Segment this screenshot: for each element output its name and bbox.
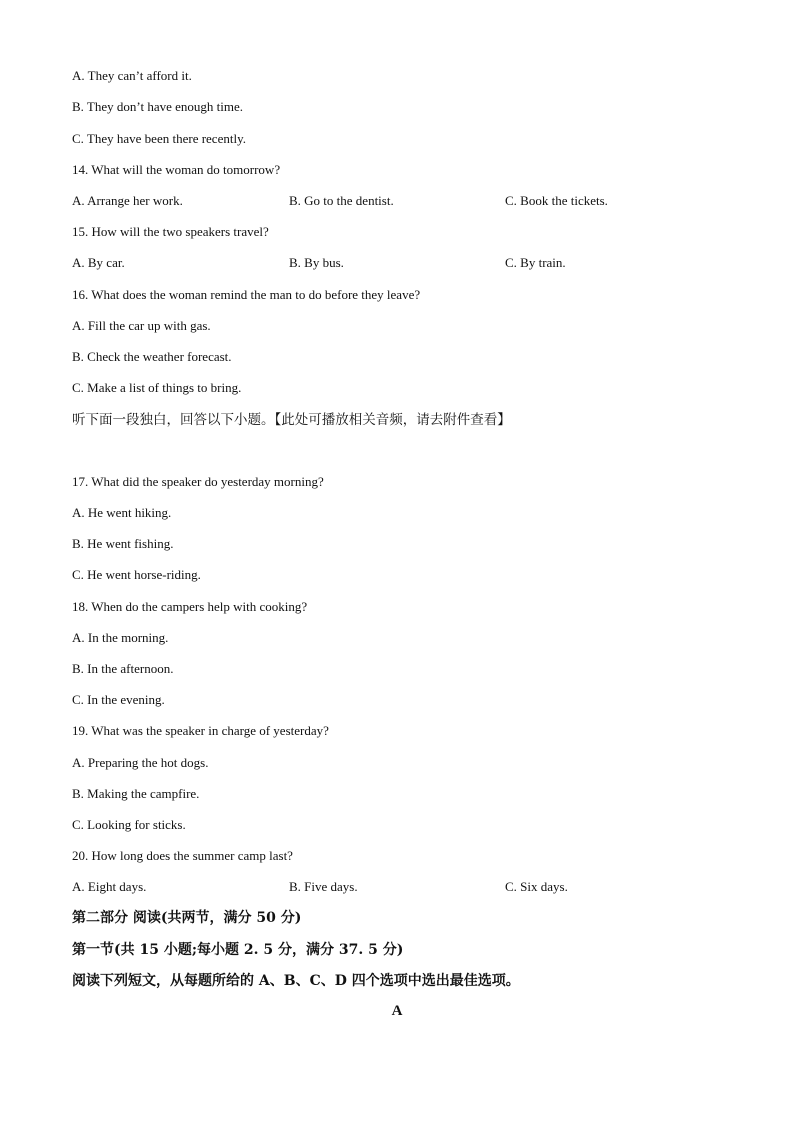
reading-instruction: 阅读下列短文，从每题所给的 A、B、C、D 四个选项中选出最佳选项。 bbox=[72, 973, 520, 989]
monologue-instruction: 听下面一段独白，回答以下小题。【此处可播放相关音频，请去附件查看】 bbox=[72, 412, 511, 428]
q13-option-a: A. They can’t afford it. bbox=[72, 68, 192, 83]
q13-option-b: B. They don’t have enough time. bbox=[72, 99, 244, 114]
q14-option-a: A. Arrange her work. bbox=[72, 193, 183, 208]
q17-option-c: C. He went horse-riding. bbox=[72, 567, 201, 582]
q20-option-c: C. Six days. bbox=[505, 879, 568, 894]
q15-stem: 15. How will the two speakers travel? bbox=[72, 224, 269, 239]
q19-option-b: B. Making the campfire. bbox=[72, 786, 200, 801]
passage-label: A bbox=[391, 1003, 403, 1019]
q14-stem: 14. What will the woman do tomorrow? bbox=[72, 162, 281, 177]
q18-stem: 18. When do the campers help with cooking? bbox=[72, 599, 308, 614]
q14-option-c: C. Book the tickets. bbox=[505, 193, 608, 208]
q19-stem: 19. What was the speaker in charge of yesterday? bbox=[72, 723, 329, 738]
q18-option-c: C. In the evening. bbox=[72, 692, 165, 707]
q13-option-c: C. They have been there recently. bbox=[72, 131, 246, 146]
q20-option-a: A. Eight days. bbox=[72, 879, 147, 894]
q16-option-a: A. Fill the car up with gas. bbox=[72, 318, 211, 333]
q15-option-a: A. By car. bbox=[72, 255, 125, 270]
q20-option-b: B. Five days. bbox=[289, 879, 358, 894]
q15-option-b: B. By bus. bbox=[289, 255, 344, 270]
q19-option-c: C. Looking for sticks. bbox=[72, 817, 186, 832]
q16-option-c: C. Make a list of things to bring. bbox=[72, 380, 242, 395]
q20-stem: 20. How long does the summer camp last? bbox=[72, 848, 293, 863]
q17-option-b: B. He went fishing. bbox=[72, 536, 174, 551]
part2-heading: 第二部分 阅读(共两节，满分 50 分) bbox=[72, 910, 302, 926]
q18-option-b: B. In the afternoon. bbox=[72, 661, 174, 676]
q17-option-a: A. He went hiking. bbox=[72, 505, 172, 520]
q19-option-a: A. Preparing the hot dogs. bbox=[72, 755, 209, 770]
q16-option-b: B. Check the weather forecast. bbox=[72, 349, 232, 364]
q17-stem: 17. What did the speaker do yesterday morning? bbox=[72, 474, 324, 489]
q16-stem: 16. What does the woman remind the man to do before they leave? bbox=[72, 287, 421, 302]
section1-heading: 第一节(共 15 小题;每小题 2. 5 分，满分 37. 5 分) bbox=[72, 942, 404, 958]
q14-option-b: B. Go to the dentist. bbox=[289, 193, 394, 208]
q18-option-a: A. In the morning. bbox=[72, 630, 169, 645]
q15-option-c: C. By train. bbox=[505, 255, 566, 270]
